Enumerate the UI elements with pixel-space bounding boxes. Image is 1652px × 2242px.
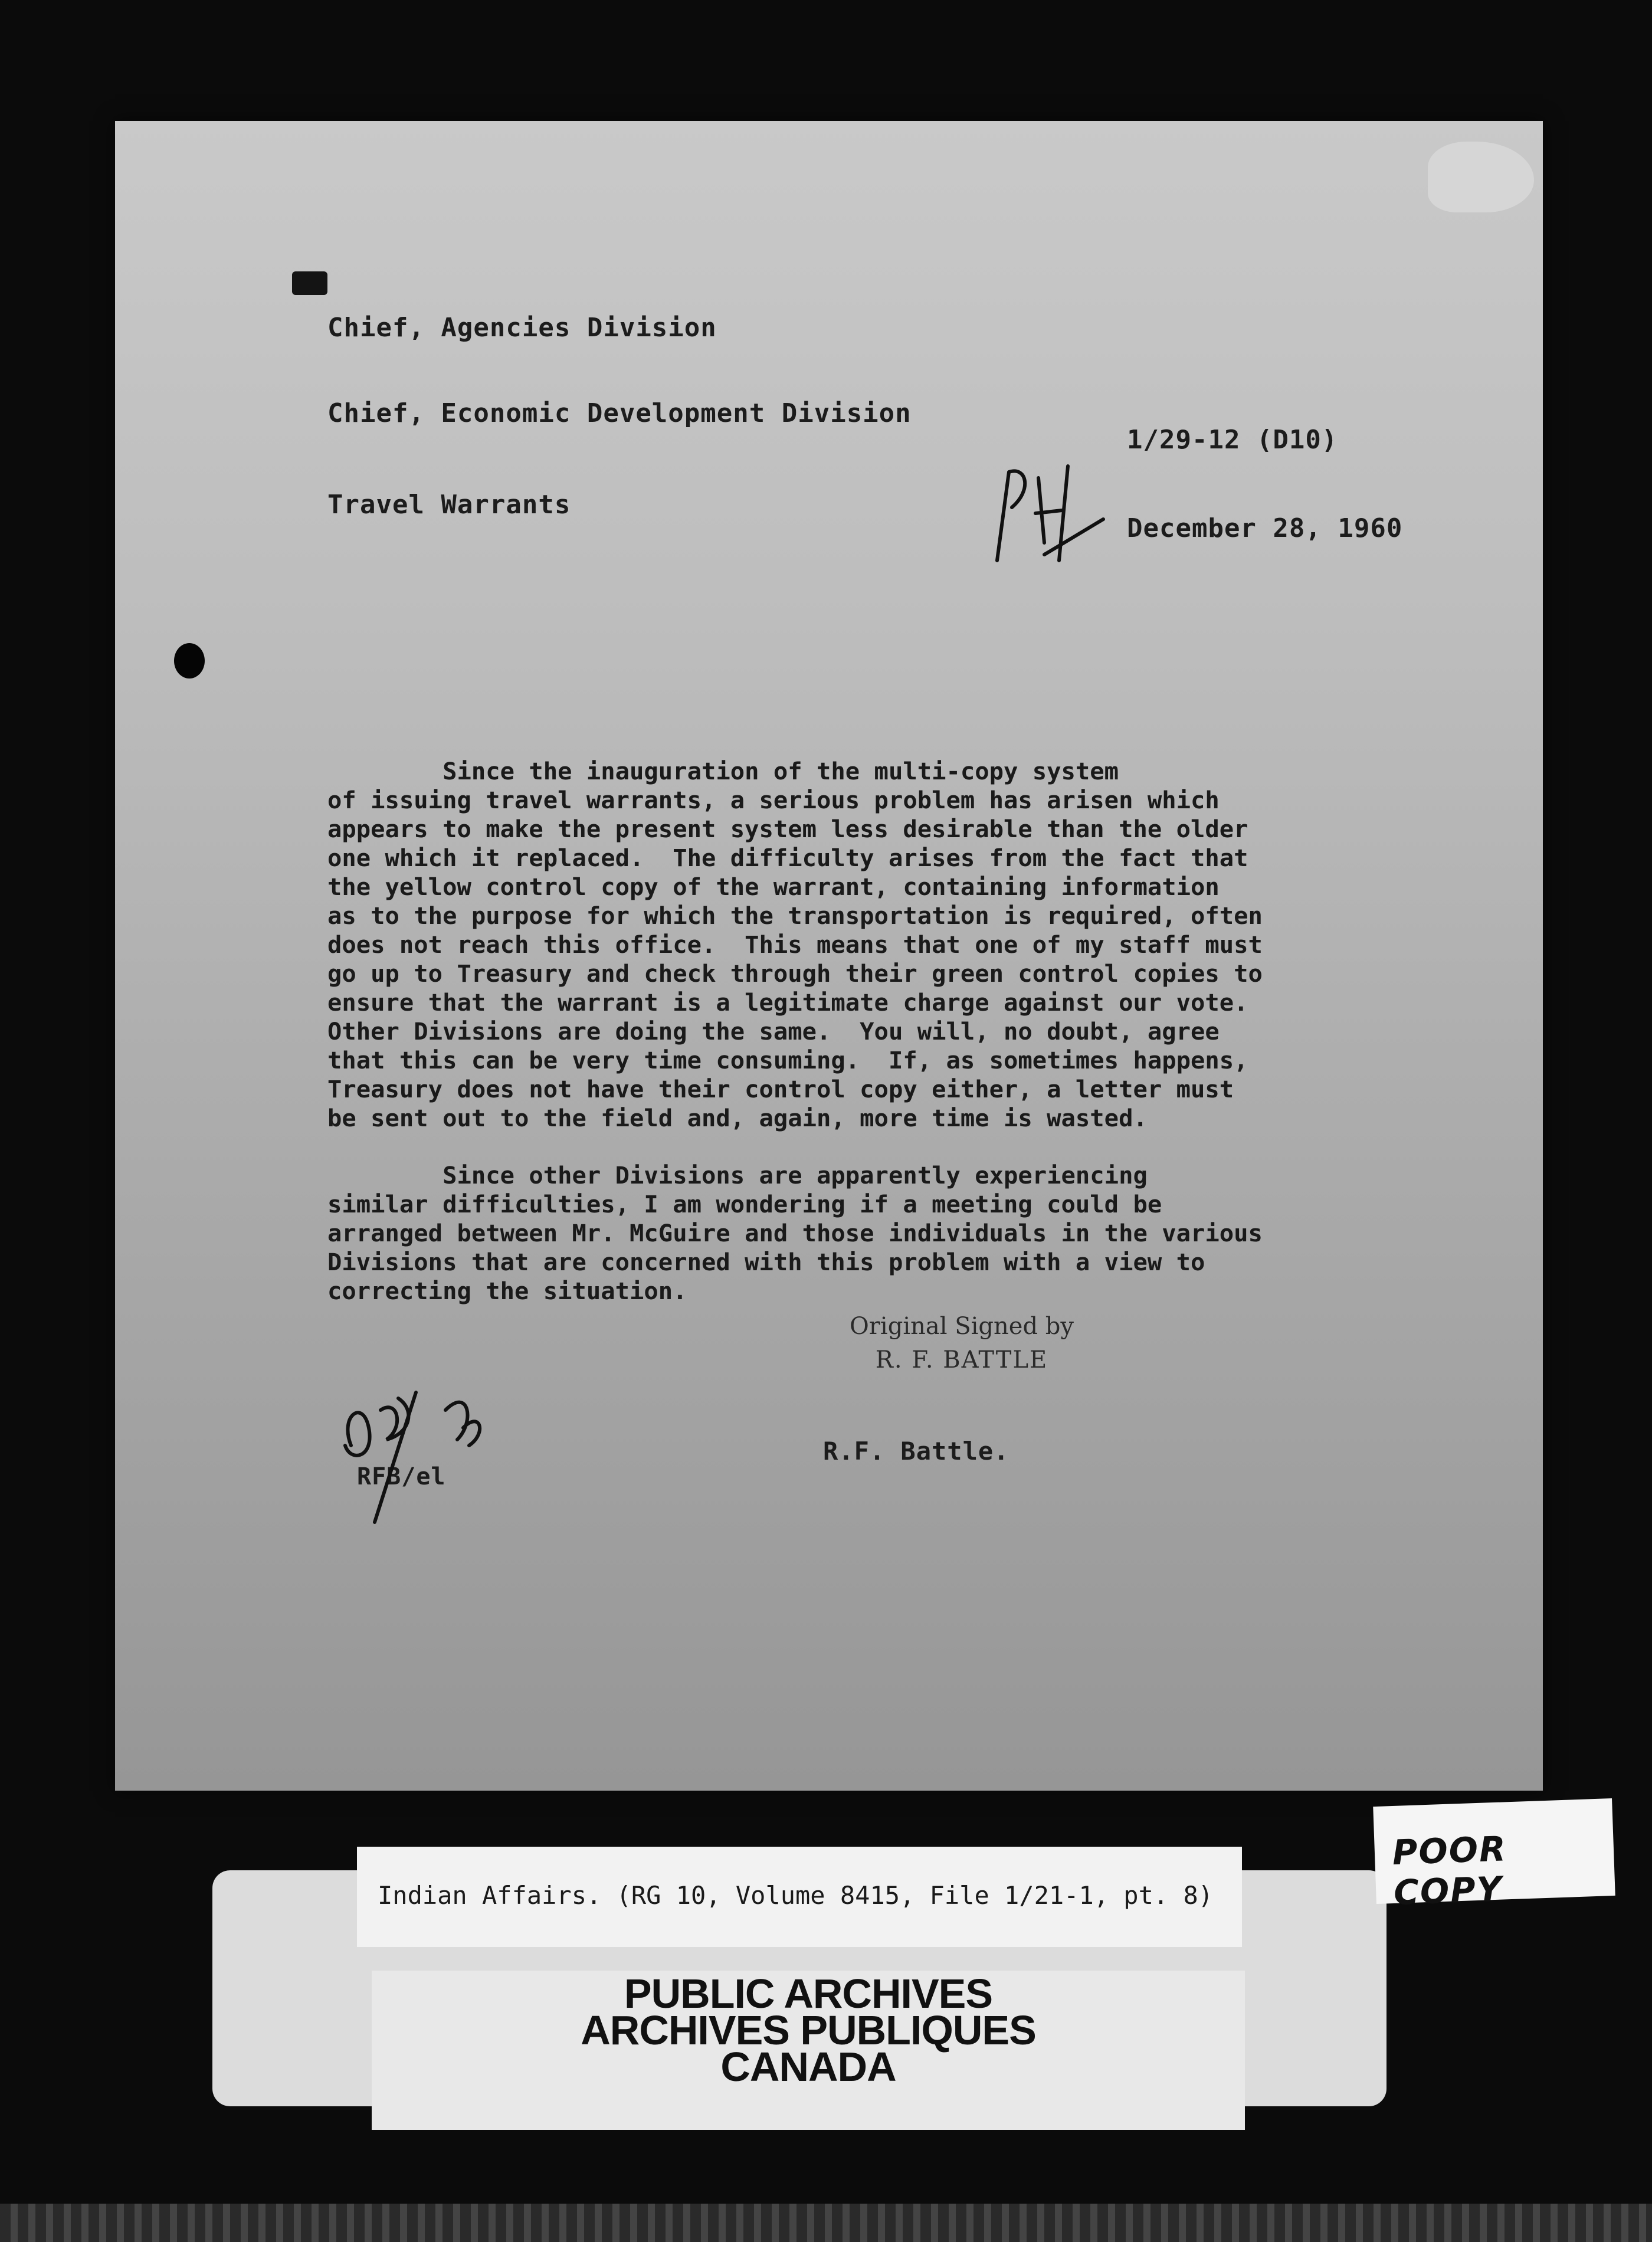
stamp-original-signed: Original Signed by: [850, 1313, 1074, 1340]
file-reference: 1/29-12 (D10): [1127, 425, 1338, 455]
archive-line-3: CANADA: [720, 2044, 896, 2090]
typist-initials: RFB/el: [357, 1463, 446, 1490]
archive-reference-card: [357, 1847, 1242, 1947]
clip-mark: [292, 271, 327, 295]
handwritten-initials-bottom: [327, 1375, 516, 1528]
poor-copy-label: POOR COPY: [1391, 1828, 1507, 1913]
typed-signature: R.F. Battle.: [823, 1437, 1009, 1466]
film-edge: [0, 2204, 1652, 2242]
memo-date: December 28, 1960: [1127, 513, 1403, 543]
poor-copy-tag: [1373, 1798, 1615, 1913]
paragraph-1: Since the inauguration of the multi-copy system of issuing travel warrants, a serious problem has arisen which appears to make the present system less desirable than the older one which it replaced. The difficulty arises from the fact that the yellow control copy of the warrant, containing information as to the purpose for which the transportation is required, often does not reach this office. This means that one of my staff must go up to Treasury and check through their green control copies to ensure that the warrant is a legitimate charge against our vote. Other Divisions are doing the same. You will, no doubt, agree that this can be very time consuming. If, as sometimes happens, Treasury does not have their control copy either, a letter must be sent out to the field and, again, more time is wasted.: [327, 757, 1263, 1132]
stamp-signer-name: R. F. BATTLE: [875, 1346, 1048, 1374]
archive-reference: Indian Affairs. (RG 10, Volume 8415, File 1/21-1, pt. 8): [378, 1881, 1214, 1910]
memo-subject: Travel Warrants: [327, 490, 571, 520]
punch-hole: [174, 643, 205, 678]
archive-line-2: ARCHIVES PUBLIQUES: [581, 2007, 1036, 2053]
paragraph-2: Since other Divisions are apparently experiencing similar difficulties, I am wondering if a meeting could be arranged between Mr. McGuire and those individuals in the various Divisions that are concerned with this problem with a view to correcting the situation.: [327, 1161, 1263, 1305]
archive-line-1: PUBLIC ARCHIVES: [624, 1971, 993, 2017]
handwritten-initials-top: [985, 454, 1115, 572]
memo-from: Chief, Economic Development Division: [327, 398, 912, 428]
memo-to: Chief, Agencies Division: [327, 313, 717, 343]
